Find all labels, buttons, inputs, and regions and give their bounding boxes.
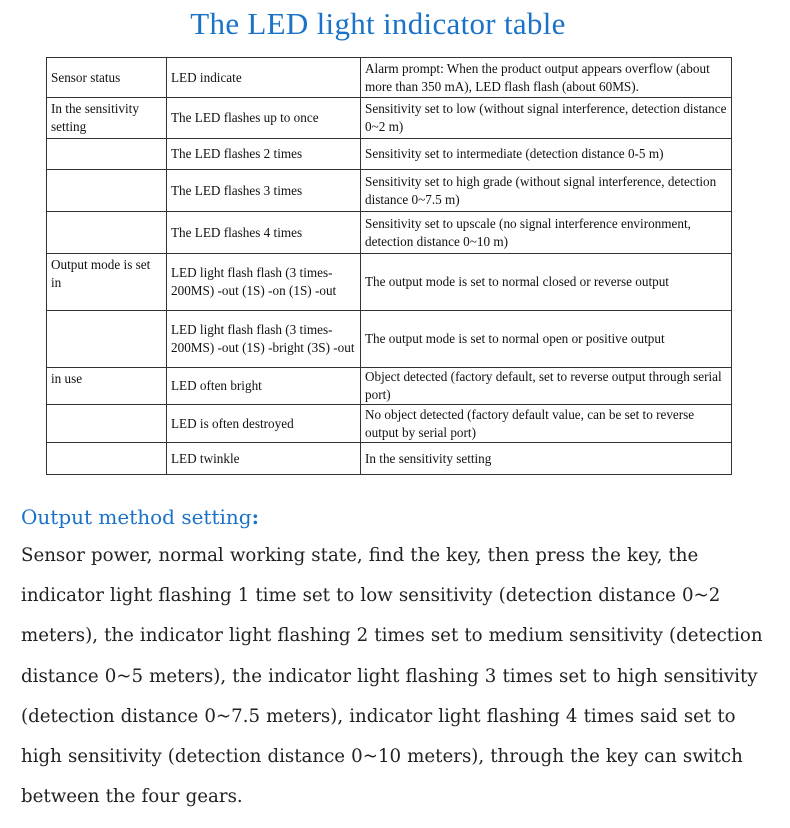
led-cell: The LED flashes 2 times xyxy=(167,139,361,170)
table-row xyxy=(47,212,732,254)
status-cell: in use xyxy=(47,368,167,405)
table-row xyxy=(47,139,732,170)
led-cell: The LED flashes 3 times xyxy=(167,170,361,212)
led-cell: LED light flash flash (3 times-200MS) -out (1S) -on (1S) -out xyxy=(167,254,361,311)
led-cell: LED often bright xyxy=(167,368,361,405)
led-cell: LED light flash flash (3 times-200MS) -out (1S) -bright (3S) -out xyxy=(167,311,361,368)
description-cell: In the sensitivity setting xyxy=(361,443,732,475)
description-cell: Sensitivity set to upscale (no signal interference environment, detection distance 0~10 m) xyxy=(361,212,732,254)
section-heading-text: Output method setting xyxy=(21,505,252,529)
status-cell: Output mode is set in xyxy=(47,254,167,311)
header-cell-led-indicate: LED indicate xyxy=(167,58,361,98)
status-cell xyxy=(47,443,167,475)
status-cell xyxy=(47,405,167,443)
led-cell: LED twinkle xyxy=(167,443,361,475)
table-row xyxy=(47,254,732,311)
led-indicator-table xyxy=(46,57,732,475)
description-cell: Object detected (factory default, set to reverse output through serial port) xyxy=(361,368,732,405)
table-row xyxy=(47,368,732,405)
header-cell-alarm-prompt: Alarm prompt: When the product output appears overflow (about more than 350 mA), LED flash flash (about 60MS). xyxy=(361,58,732,98)
description-cell: Sensitivity set to low (without signal interference, detection distance 0~2 m) xyxy=(361,98,732,139)
table-row xyxy=(47,311,732,368)
status-cell xyxy=(47,170,167,212)
status-cell: In the sensitivity setting xyxy=(47,98,167,139)
led-cell: LED is often destroyed xyxy=(167,405,361,443)
output-method-paragraph: Sensor power, normal working state, find the key, then press the key, the indicator light flashing 1 time set to low sensitivity (detection distance 0~2 meters), the indicator light flashing 2 times set to medium sensitivity (detection distance 0~5 meters), the indicator light flashing 3 times set to high sensitivity (detection distance 0~7.5 meters), indicator light flashing 4 times said set to high sensitivity (detection distance 0~10 meters), through the key can switch between the four gears. xyxy=(21,545,763,808)
description-cell: The output mode is set to normal open or positive output xyxy=(361,311,732,368)
description-cell: Sensitivity set to intermediate (detection distance 0-5 m) xyxy=(361,139,732,170)
table-row xyxy=(47,405,732,443)
status-cell xyxy=(47,212,167,254)
status-cell xyxy=(47,139,167,170)
description-cell: The output mode is set to normal closed or reverse output xyxy=(361,254,732,311)
status-cell xyxy=(47,311,167,368)
led-cell: The LED flashes 4 times xyxy=(167,212,361,254)
header-cell-sensor-status: Sensor status xyxy=(47,58,167,98)
description-cell: Sensitivity set to high grade (without signal interference, detection distance 0~7.5 m) xyxy=(361,170,732,212)
led-cell: The LED flashes up to once xyxy=(167,98,361,139)
table-row xyxy=(47,170,732,212)
page-title: The LED light indicator table xyxy=(190,6,566,41)
description-cell: No object detected (factory default value, can be set to reverse output by serial port) xyxy=(361,405,732,443)
section-heading-colon: : xyxy=(251,505,259,529)
table-header-row xyxy=(47,58,732,98)
section-heading xyxy=(21,505,259,529)
table-row xyxy=(47,443,732,475)
table-row xyxy=(47,98,732,139)
